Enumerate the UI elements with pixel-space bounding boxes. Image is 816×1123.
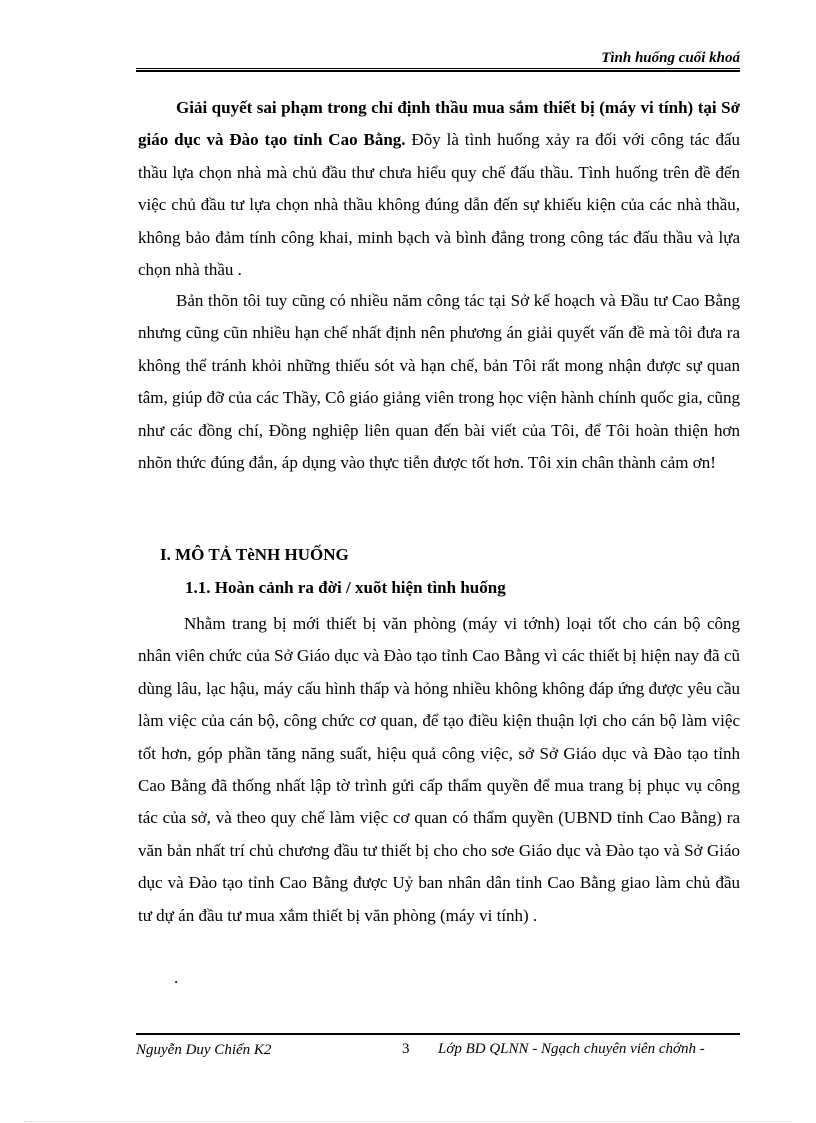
section-heading: I. MÔ TẢ TèNH HUỐNG xyxy=(160,545,349,564)
intro-paragraph xyxy=(138,92,740,286)
trailing-dot: . xyxy=(174,968,179,987)
page-bottom-divider xyxy=(24,1121,792,1122)
header-rule xyxy=(136,68,740,72)
header-title: Tình huống cuối khoá xyxy=(601,50,740,66)
section-subheading: 1.1. Hoàn cảnh ra đời / xuõt hiện tình huống xyxy=(185,578,506,597)
footer-author: Nguyễn Duy Chiến K2 xyxy=(136,1042,272,1058)
section-body: Nhằm trang bị mới thiết bị văn phòng (máy vi tớnh) loại tốt cho cán bộ công nhân viên chức của Sở Giáo dục và Đào tạo tỉnh Cao Bằng vì các thiết bị hiện nay đã cũ dùng lâu, lạc hậu, máy cấu hình thấp và hỏng nhiều không không đáp ứng được yêu cầu làm việc của cán bộ, công chức cơ quan, để tạo điều kiện thuận lợi cho cán bộ làm việc tốt hơn, góp phần tăng năng suất, hiệu quả công việc, sở Sở Giáo dục và Đào tạo tỉnh Cao Bằng đã thống nhất lập tờ trình gửi cấp thẩm quyền để mua trang bị phục vụ công tác của sở, và theo quy chế làm việc cơ quan có thẩm quyền (UBND tỉnh Cao Bằng) ra văn bản nhất trí chủ chương đầu tư thiết bị cho cho sơe Giáo dục và Đào tạo và Sở Giáo dục và Đào tạo tỉnh Cao Bằng được Uỷ ban nhân dân tỉnh Cao Bằng giao làm chủ đầu tư dự án đầu tư mua xắm thiết bị văn phòng (máy vi tính) . xyxy=(138,614,740,925)
paragraph-2: Bản thõn tôi tuy cũng có nhiều năm công tác tại Sở kế hoạch và Đầu tư Cao Bằng nhưng cũng cũn nhiều hạn chế nhất định nên phương án giải quyết vấn đề mà tôi đưa ra không thể tránh khỏi những thiếu sót và hạn chế, bản Tôi rất mong nhận được sự quan tâm, giúp đỡ của các Thầy, Cô giáo giảng viên trong học viện hành chính quốc gia, cũng như các đồng chí, Đồng nghiệp liên quan đến bài viết của Tôi, để Tôi hoàn thiện hơn nhõn thức đúng đắn, áp dụng vào thực tiễn được tốt hơn. Tôi xin chân thành cảm ơn! xyxy=(138,291,740,473)
footer-class-label: Lớp BD QLNN - Ngạch chuyên viên chớnh - xyxy=(438,1041,705,1057)
intro-text: Đõy là tình huống xảy ra đối với công tác đấu thầu lựa chọn nhà mà chủ đầu thư chưa hiểu quy chế đấu thầu. Tình huống trên đề đến việc chủ đầu tư lựa chọn nhà thầu không đúng dẫn đến sự khiếu kiện của các nhà thầu, không bảo đảm tính công khai, minh bạch và bình đẳng trong công tác đấu thầu và lựa chọn nhà thầu . xyxy=(138,130,740,280)
footer-rule xyxy=(136,1033,740,1035)
intro-bold-lead: Giải quyết sai phạm trong chỉ định thầu mua sắm thiết bị (máy vi tính) tại Sở giáo dục và Đào tạo tỉnh Cao Bằng. xyxy=(138,98,740,150)
page-number: 3 xyxy=(402,1041,410,1057)
